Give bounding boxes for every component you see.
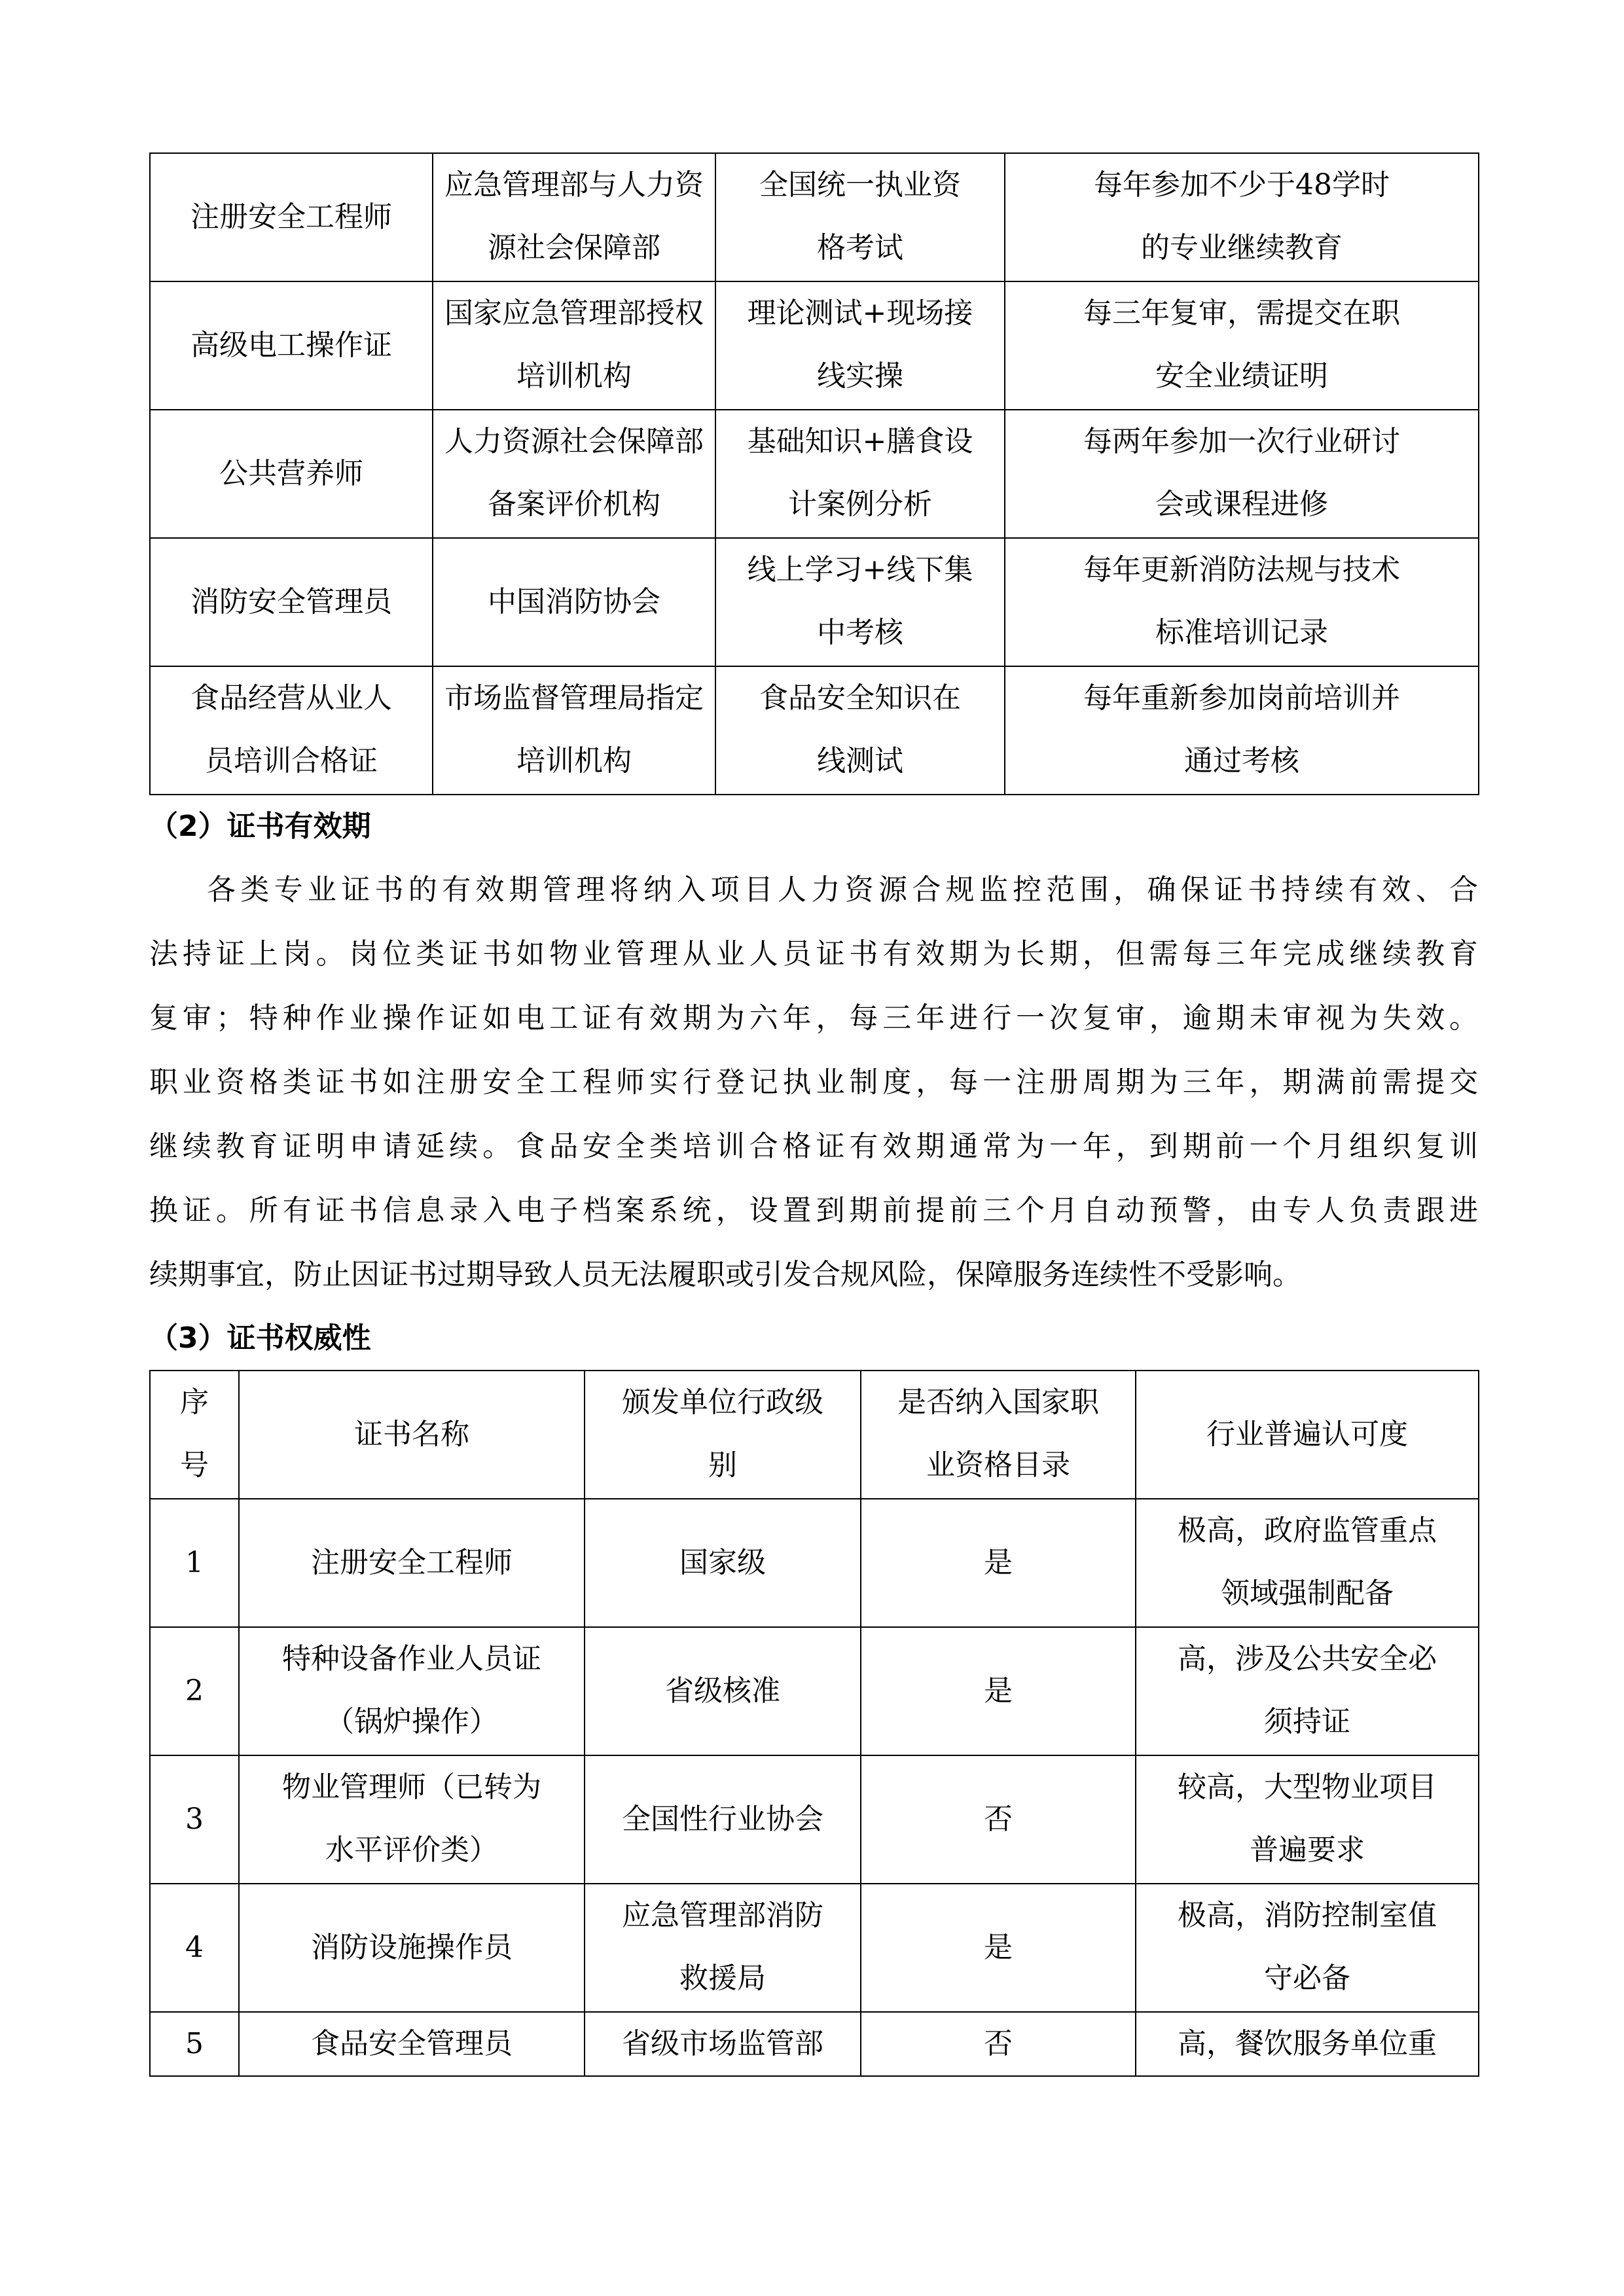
- cell-text-line: 中国消防协会: [488, 585, 660, 619]
- table-cell: [1005, 410, 1479, 538]
- table-header-cell: [861, 1371, 1136, 1499]
- table-cell: [239, 1884, 585, 2012]
- table-cell: [150, 1884, 239, 2012]
- table-row: [150, 1627, 1479, 1755]
- table-cell: [150, 538, 433, 666]
- cell-text-line: 每年重新参加岗前培训并: [1083, 681, 1400, 715]
- cell-text-line: 注册安全工程师: [311, 1546, 513, 1579]
- table-cell: [861, 1627, 1136, 1755]
- cell-text-line: 每三年复审，需提交在职: [1083, 296, 1400, 330]
- table-header-cell: [150, 1371, 239, 1499]
- cell-text-line: 每两年参加一次行业研讨: [1083, 425, 1400, 458]
- section-heading-validity: （2）证书有效期: [149, 810, 371, 843]
- cell-text-line: 1: [185, 1546, 204, 1579]
- table-cell: [861, 1499, 1136, 1627]
- table-cell: [239, 2012, 585, 2076]
- cell-text-line: 培训机构: [516, 744, 632, 778]
- cell-text-line: 业资格目录: [926, 1448, 1070, 1482]
- table-cell: [433, 281, 715, 410]
- cell-text-line: 中考核: [817, 616, 903, 649]
- cell-text-line: 注册安全工程师: [190, 200, 392, 234]
- table-cell: [1005, 666, 1479, 795]
- cell-text-line: 理论测试+现场接: [747, 296, 973, 330]
- cell-text-line: 食品经营从业人: [190, 681, 392, 715]
- cell-text-line: 食品安全管理员: [311, 2027, 513, 2060]
- cell-text-line: （锅炉操作）: [325, 1705, 498, 1738]
- table-cell: [861, 2012, 1136, 2076]
- cell-text-line: 培训机构: [516, 359, 632, 393]
- cell-text-line: 证书名称: [354, 1418, 469, 1451]
- table-cell: [433, 410, 715, 538]
- table-cell: [715, 666, 1005, 795]
- cell-text-line: 极高，政府监管重点: [1178, 1514, 1437, 1547]
- cell-text-line: 安全业绩证明: [1155, 359, 1328, 393]
- cell-text-line: 会或课程进修: [1155, 488, 1328, 521]
- cell-text-line: 基础知识+膳食设: [747, 425, 973, 458]
- table-cell: [433, 666, 715, 795]
- table-cell: [1136, 2012, 1479, 2076]
- table-row: [150, 153, 1479, 281]
- paragraph-line: 职业资格类证书如注册安全工程师实行登记执业制度，每一注册周期为三年，期满前需提交: [149, 1066, 1478, 1099]
- cell-text-line: 消防安全管理员: [190, 585, 392, 619]
- certificate-training-table: [149, 152, 1479, 795]
- table-cell: [585, 1755, 861, 1884]
- table-cell: [239, 1755, 585, 1884]
- table-cell: [1005, 538, 1479, 666]
- table-cell: [150, 281, 433, 410]
- table-header-cell: [1136, 1371, 1479, 1499]
- table-cell: [150, 1755, 239, 1884]
- cell-text-line: 须持证: [1264, 1705, 1350, 1738]
- table-cell: [715, 538, 1005, 666]
- table-cell: [1136, 1499, 1479, 1627]
- cell-text-line: 是否纳入国家职: [897, 1386, 1099, 1419]
- cell-text-line: 源社会保障部: [488, 231, 660, 264]
- cell-text-line: 颁发单位行政级: [622, 1386, 823, 1419]
- table-row: [150, 1884, 1479, 2012]
- table-header-cell: [239, 1371, 585, 1499]
- table-cell: [1136, 1755, 1479, 1884]
- cell-text-line: 备案评价机构: [488, 488, 660, 521]
- cell-text-line: 是: [984, 1931, 1013, 1964]
- cell-text-line: 食品安全知识在: [759, 681, 961, 715]
- table-cell: [239, 1627, 585, 1755]
- cell-text-line: 市场监督管理局指定: [444, 681, 704, 715]
- cell-text-line: 每年参加不少于48学时: [1094, 168, 1390, 202]
- paragraph-line: 继续教育证明申请延续。食品安全类培训合格证有效期通常为一年，到期前一个月组织复训: [149, 1130, 1478, 1163]
- cell-text-line: 消防设施操作员: [311, 1931, 513, 1964]
- table-cell: [861, 1884, 1136, 2012]
- table-cell: [433, 153, 715, 281]
- paragraph-line: 复审；特种作业操作证如电工证有效期为六年，每三年进行一次复审，逾期未审视为失效。: [149, 1001, 1478, 1035]
- document-page: [149, 152, 1478, 2077]
- cell-text-line: 高级电工操作证: [190, 329, 392, 362]
- table-cell: [1005, 281, 1479, 410]
- paragraph-line: 换证。所有证书信息录入电子档案系统，设置到期前提前三个月自动预警，由专人负责跟进: [149, 1194, 1478, 1227]
- table-cell: [861, 1755, 1136, 1884]
- cell-text-line: 省级市场监管部: [622, 2027, 823, 2060]
- cell-text-line: 格考试: [817, 231, 903, 264]
- table-header-row: [150, 1371, 1479, 1499]
- table-cell: [585, 1884, 861, 2012]
- table-row: [150, 1755, 1479, 1884]
- cell-text-line: 国家应急管理部授权: [444, 296, 704, 330]
- cell-text-line: 员培训合格证: [205, 744, 378, 778]
- cell-text-line: 3: [185, 1803, 204, 1836]
- table-row: [150, 2012, 1479, 2076]
- cell-text-line: 线实操: [817, 359, 903, 393]
- cell-text-line: 水平评价类）: [325, 1833, 498, 1867]
- table-header-cell: [585, 1371, 861, 1499]
- cell-text-line: 高，餐饮服务单位重: [1178, 2027, 1437, 2060]
- table-cell: [1136, 1884, 1479, 2012]
- cell-text-line: 极高，消防控制室值: [1178, 1899, 1437, 1932]
- table-cell: [715, 410, 1005, 538]
- cell-text-line: 是: [984, 1546, 1013, 1579]
- cell-text-line: 国家级: [679, 1546, 766, 1579]
- cell-text-line: 4: [185, 1931, 204, 1964]
- cell-text-line: 领域强制配备: [1221, 1577, 1394, 1610]
- cell-text-line: 公共营养师: [219, 457, 363, 490]
- cell-text-line: 人力资源社会保障部: [444, 425, 704, 458]
- cell-text-line: 每年更新消防法规与技术: [1083, 553, 1400, 586]
- cell-text-line: 否: [984, 2027, 1013, 2060]
- cell-text-line: 序: [180, 1386, 209, 1419]
- table-cell: [150, 1627, 239, 1755]
- cell-text-line: 计案例分析: [788, 488, 932, 521]
- table-cell: [433, 538, 715, 666]
- cell-text-line: 救援局: [679, 1962, 766, 1995]
- cell-text-line: 特种设备作业人员证: [282, 1642, 541, 1676]
- cell-text-line: 较高，大型物业项目: [1178, 1770, 1437, 1804]
- table-cell: [585, 1627, 861, 1755]
- table-cell: [150, 2012, 239, 2076]
- certificate-authority-table: [149, 1370, 1479, 2077]
- cell-text-line: 5: [185, 2027, 204, 2060]
- cell-text-line: 省级核准: [665, 1674, 780, 1708]
- table-cell: [715, 153, 1005, 281]
- cell-text-line: 全国统一执业资: [759, 168, 961, 202]
- cell-text-line: 物业管理师（已转为: [282, 1770, 541, 1804]
- table-cell: [585, 1499, 861, 1627]
- table-row: [150, 410, 1479, 538]
- paragraph-line: 法持证上岗。岗位类证书如物业管理从业人员证书有效期为长期，但需每三年完成继续教育: [149, 937, 1478, 971]
- table-row: [150, 1499, 1479, 1627]
- table-row: [150, 666, 1479, 795]
- section-heading-authority: （3）证书权威性: [149, 1321, 371, 1355]
- table-cell: [150, 153, 433, 281]
- cell-text-line: 线测试: [817, 744, 903, 778]
- validity-paragraph: [149, 858, 1478, 1307]
- table-cell: [150, 1499, 239, 1627]
- cell-text-line: 全国性行业协会: [622, 1803, 823, 1836]
- cell-text-line: 别: [708, 1448, 737, 1482]
- table-row: [150, 281, 1479, 410]
- table-cell: [585, 2012, 861, 2076]
- paragraph-line: 续期事宜，防止因证书过期导致人员无法履职或引发合规风险，保障服务连续性不受影响。: [149, 1258, 1301, 1291]
- cell-text-line: 守必备: [1264, 1962, 1350, 1995]
- table-cell: [239, 1499, 585, 1627]
- cell-text-line: 否: [984, 1803, 1013, 1836]
- paragraph-line: 各类专业证书的有效期管理将纳入项目人力资源合规监控范围，确保证书持续有效、合: [207, 873, 1478, 906]
- cell-text-line: 高，涉及公共安全必: [1178, 1642, 1437, 1676]
- cell-text-line: 标准培训记录: [1155, 616, 1328, 649]
- cell-text-line: 应急管理部与人力资: [444, 168, 704, 202]
- cell-text-line: 普遍要求: [1250, 1833, 1365, 1867]
- cell-text-line: 的专业继续教育: [1141, 231, 1343, 264]
- cell-text-line: 2: [185, 1674, 204, 1708]
- table-cell: [715, 281, 1005, 410]
- cell-text-line: 行业普遍认可度: [1206, 1418, 1408, 1451]
- cell-text-line: 线上学习+线下集: [747, 553, 973, 586]
- cell-text-line: 号: [180, 1448, 209, 1482]
- table-cell: [1136, 1627, 1479, 1755]
- cell-text-line: 通过考核: [1184, 744, 1299, 778]
- table-cell: [1005, 153, 1479, 281]
- table-cell: [150, 666, 433, 795]
- table-cell: [150, 410, 433, 538]
- cell-text-line: 应急管理部消防: [622, 1899, 823, 1932]
- table-row: [150, 538, 1479, 666]
- cell-text-line: 是: [984, 1674, 1013, 1708]
